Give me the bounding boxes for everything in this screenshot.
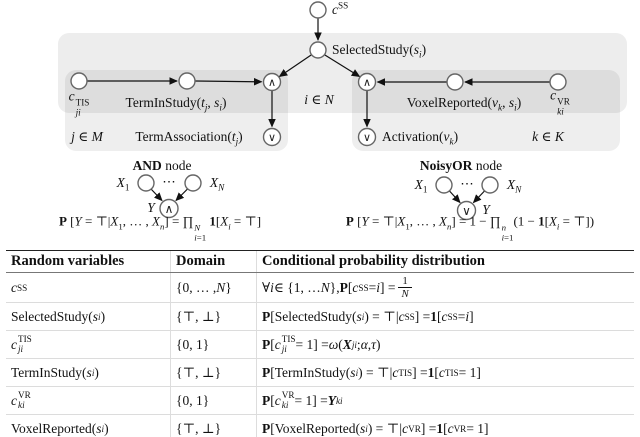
- table-row: [6, 273, 634, 303]
- cell-cpd: P [ c VR ki = 1] = Y ki: [256, 387, 634, 414]
- table-row: [6, 359, 634, 387]
- legend-noisyor-formula: P [$Y = ⊤|X_1$, … , $X_n] = 1$ − ∏ n i=1 ($1 - 1[X_i$ = ⊤]): [345, 213, 595, 243]
- node-c-ss: [310, 2, 326, 18]
- edge-selectedstudy-andright: [325, 55, 360, 77]
- cell-cpd: P [TermInStudy( s i ) = ⊤| c TIS ] = 1 [ c TIS = 1]: [256, 359, 634, 386]
- table-header-row: [6, 251, 634, 273]
- node-selectedstudy: [310, 42, 326, 58]
- legend-and-y-label: Y: [147, 200, 155, 215]
- legend-noisyor-y-label: Y: [482, 202, 490, 217]
- legend-and-xn-label: $X_N$: [209, 175, 225, 193]
- edge-terminstudy-andleft: [196, 81, 262, 82]
- legend-and-dots: ⋯: [162, 174, 176, 189]
- legend-noisyor-dots: ⋯: [460, 176, 474, 191]
- cell-variable: SelectedStudy( s i ): [11, 308, 106, 324]
- cell-cpd: P [VoxelReported( s i ) = ⊤| c VR ] = 1 [ c VR = 1]: [256, 415, 634, 437]
- node-voxelreported: [447, 74, 463, 90]
- cell-domain: {0, … , N }: [170, 273, 256, 302]
- cell-variable: c TIS ji: [11, 333, 32, 354]
- node-c-tis: [71, 73, 87, 89]
- and-icon: ∧: [267, 76, 277, 89]
- legend-or-x1-node: [436, 177, 452, 193]
- label-terminstudy: $TermInStudy(t_j$, $s_i$): [125, 95, 227, 113]
- legend-noisyor-x1-label: $X_1$: [414, 177, 428, 195]
- table-row: [6, 331, 634, 359]
- col-header-random-variables: Random variables: [11, 253, 125, 269]
- table-row: [6, 415, 634, 437]
- cell-cpd: ∀ i ∈ {1, … N }, P [ c SS = i ] = $\frac{1}{N}$: [256, 273, 634, 302]
- or-icon: ∨: [267, 131, 277, 144]
- random-variables-table: [6, 250, 634, 437]
- edge-selectedstudy-andleft: [280, 55, 312, 77]
- legend-and-x1-label: $X_1$: [116, 175, 130, 193]
- cell-domain: {⊤, ⊥}: [170, 303, 256, 330]
- cell-cpd: P [SelectedStudy( s i ) = ⊤| c SS ] = 1 [ c SS = i ]: [256, 303, 634, 330]
- plate-index-k: k ∈ K: [532, 129, 564, 144]
- legend-and-x1-node: [138, 175, 154, 191]
- plate-index-i: i ∈ N: [304, 92, 334, 107]
- edge-legend-or-1: [450, 191, 461, 203]
- plate-index-j: j ∈ M: [71, 129, 103, 144]
- cell-domain: {⊤, ⊥}: [170, 359, 256, 386]
- cell-domain: {⊤, ⊥}: [170, 415, 256, 437]
- edge-legend-or-2: [474, 191, 485, 203]
- cell-variable: c SS: [11, 279, 28, 295]
- label-termassociation: $TermAssociation(t_j)$: [135, 129, 243, 147]
- col-header-domain: Domain: [170, 251, 256, 272]
- legend-and-formula: P [$Y = ⊤|X_1$, … , $X_n$] = ∏ N i=1 $1[X_i$ = ⊤]: [58, 213, 262, 243]
- cell-domain: {0, 1}: [170, 387, 256, 414]
- label-c-vr: c VR ki: [550, 87, 570, 117]
- label-activation: $Activation(v_k)$: [382, 129, 459, 147]
- cell-variable: c VR ki: [11, 389, 31, 410]
- edge-legend-and-1: [151, 189, 162, 201]
- legend-and-xn-node: [185, 175, 201, 191]
- or-icon: ∨: [462, 203, 471, 218]
- edge-legend-and-2: [176, 189, 188, 201]
- cell-domain: {0, 1}: [170, 331, 256, 358]
- and-icon: ∧: [164, 201, 174, 216]
- legend-noisyor-title: NoisyOR node: [419, 158, 503, 173]
- cell-variable: TermInStudy( s i ): [11, 364, 99, 380]
- legend-or-xn-node: [482, 177, 498, 193]
- label-c-ss: $c^{SS}$: [332, 0, 349, 17]
- cell-variable: VoxelReported( s i ): [11, 420, 109, 436]
- legend-and-title: AND node: [132, 158, 192, 173]
- label-selectedstudy: $SelectedStudy(s_i)$: [332, 42, 427, 60]
- col-header-cpd: Conditional probability distribution: [256, 251, 634, 272]
- label-voxelreported: $VoxelReported(v_k$, $s_i$): [406, 95, 522, 113]
- legend-noisyor-xn-label: $X_N$: [506, 177, 522, 195]
- and-icon: ∧: [362, 76, 372, 89]
- table-row: [6, 303, 634, 331]
- node-terminstudy: [179, 73, 195, 89]
- label-c-tis: c TIS ji: [68, 88, 90, 118]
- or-icon: ∨: [362, 131, 372, 144]
- cell-cpd: P [ c TIS ji = 1] = ω ( X ji ; α , τ ): [256, 331, 634, 358]
- table-row: [6, 387, 634, 415]
